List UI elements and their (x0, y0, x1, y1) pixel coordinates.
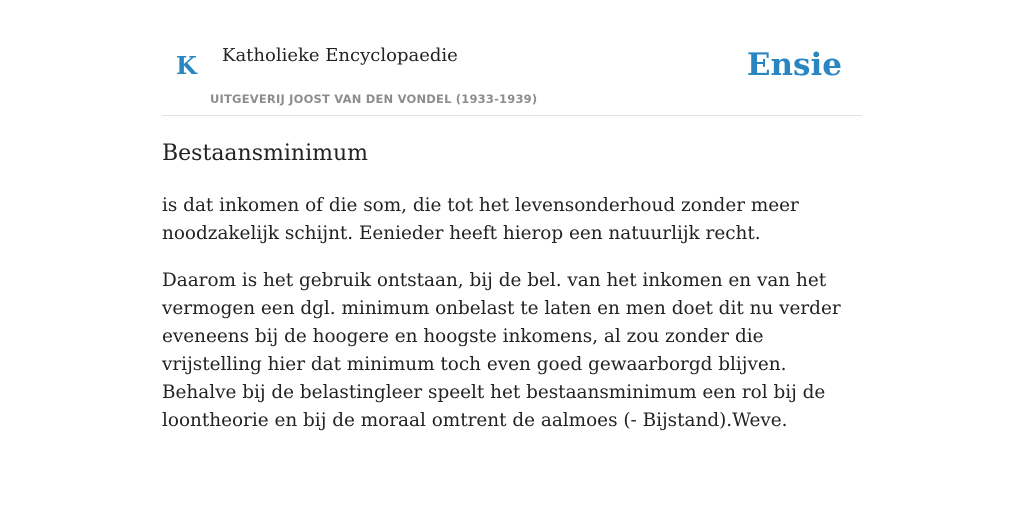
brand-logo[interactable]: Ensie (746, 47, 842, 83)
header (162, 0, 862, 116)
encyclopedia-logo[interactable]: K (176, 51, 197, 80)
publisher-subtitle: UITGEVERIJ JOOST VAN DEN VONDEL (1933-1939) (210, 92, 538, 106)
article-paragraph: is dat inkomen of die som, die tot het levensonderhoud zonder meer noodzakelijk schijnt. Eenieder heeft hierop een natuurlijk recht. (162, 195, 799, 244)
article-title: Bestaansminimum (162, 141, 369, 166)
article-paragraph: Daarom is het gebruik ontstaan, bij de bel. van het inkomen en van het vermogen een dgl. minimum onbelast te laten en men doet dit nu verder eveneens bij de hoogere en hoogste inkomens, al zou zonder die vrijstelling hier dat minimum toch even goed gewaarborgd blijven. Behalve bij de belastingleer speelt het bestaansminimum een rol bij de loontheorie en bij de moraal omtrent de aalmoes (- Bijstand).Weve. (162, 270, 841, 431)
publication-title[interactable]: Katholieke Encyclopaedie (222, 45, 458, 66)
content-container (162, 0, 862, 431)
